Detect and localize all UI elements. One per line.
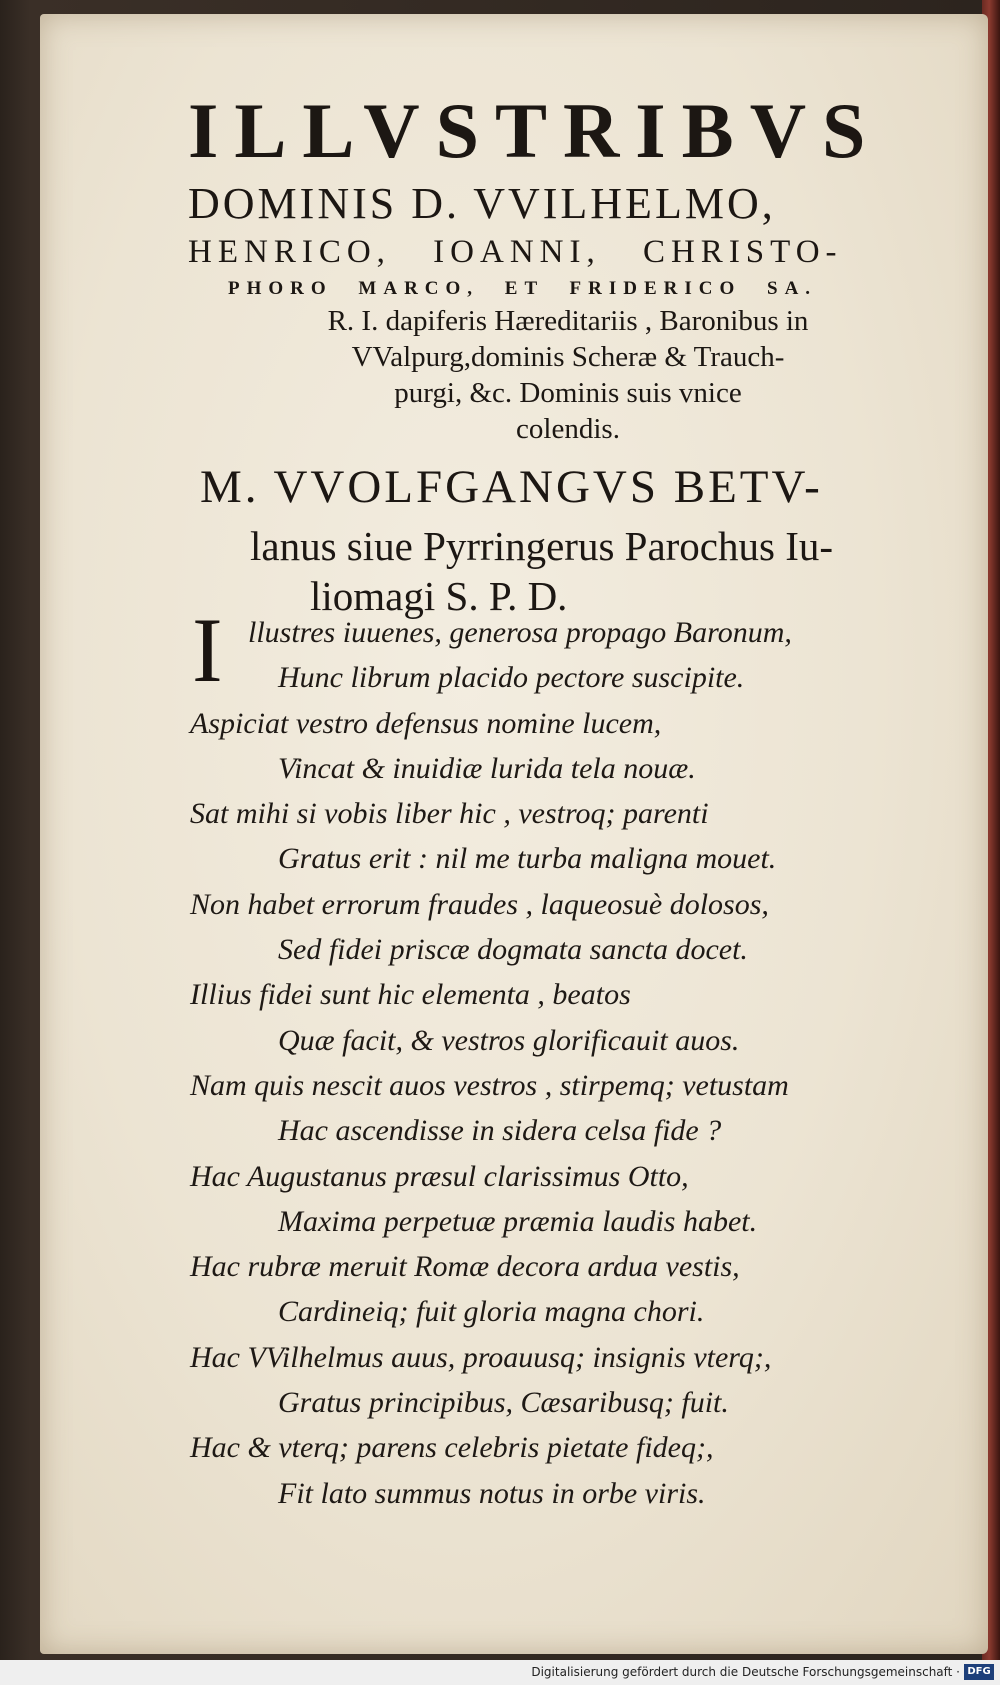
sender-line-2: lanus siue Pyrringerus Parochus Iu- <box>250 522 834 569</box>
dedication-heading-block <box>150 87 950 621</box>
dedication-line-1: R. I. dapiferis Hæreditariis , Baronibus in <box>327 305 809 337</box>
verse-line: Vincat & inuidiæ lurida tela nouæ. <box>278 751 696 785</box>
title-line-4: PHORO MARCO, ET FRIDERICO SA. <box>228 278 818 299</box>
verse-line: Hac rubræ meruit Romæ decora ardua vestis, <box>190 1250 740 1284</box>
poem-verses <box>190 610 950 1516</box>
verse-line: Hunc librum placido pectore suscipite. <box>278 661 745 695</box>
sender-line-1: M. VVOLFGANGVS BETV- <box>200 460 823 513</box>
verse-line: Cardineiq; fuit gloria magna chori. <box>278 1295 705 1329</box>
dedication-line-3: purgi, &c. Dominis suis vnice <box>394 376 742 409</box>
verse-line: Aspiciat vestro defensus nomine lucem, <box>190 706 662 740</box>
verse-line: Non habet errorum fraudes , laqueosuè dolosos, <box>190 887 769 921</box>
dedication-line-2: VValpurg,dominis Scheræ & Trauch- <box>351 340 785 373</box>
verse-line: Quæ facit, & vestros glorificauit auos. <box>278 1023 740 1057</box>
verse-line: Gratus principibus, Cæsaribusq; fuit. <box>278 1386 729 1420</box>
verse-line: Nam quis nescit auos vestros , stirpemq; vetustam <box>190 1068 789 1102</box>
dfg-logo-icon: DFG <box>964 1664 994 1680</box>
verse-line: llustres iuuenes, generosa propago Baronum, <box>248 616 792 649</box>
verse-line: Sed fidei priscæ dogmata sancta docet. <box>278 933 748 967</box>
sender-line-3: liomagi S. P. D. <box>310 572 568 619</box>
verse-line: Illius fidei sunt hic elementa , beatos <box>190 978 631 1012</box>
digitization-credit: Digitalisierung gefördert durch die Deutsche Forschungsgemeinschaft · <box>531 1665 960 1679</box>
dedication-line-4: colendis. <box>516 412 620 445</box>
verse-line: Maxima perpetuæ præmia laudis habet. <box>278 1204 758 1238</box>
verse-line: Hac VVilhelmus auus, proauusq; insignis vterq;, <box>190 1340 772 1374</box>
verse-line: Gratus erit : nil me turba maligna mouet. <box>278 842 777 876</box>
title-line-2: DOMINIS D. VVILHELMO, <box>188 179 776 228</box>
verse-line: Fit lato summus notus in orbe viris. <box>278 1476 706 1510</box>
title-line-1: ILLVSTRIBVS <box>188 87 882 174</box>
verse-line: Hac Augustanus præsul clarissimus Otto, <box>190 1159 689 1193</box>
digitization-footer <box>0 1660 1000 1685</box>
verse-line: Hac & vterq; parens celebris pietate fideq;, <box>190 1431 714 1465</box>
poem-drop-cap: I <box>192 599 223 701</box>
verse-line: Hac ascendisse in sidera celsa fide ? <box>278 1114 722 1148</box>
title-line-3: HENRICO, IOANNI, CHRISTO- <box>188 234 843 270</box>
verse-line: Sat mihi si vobis liber hic , vestroq; parenti <box>190 797 709 831</box>
